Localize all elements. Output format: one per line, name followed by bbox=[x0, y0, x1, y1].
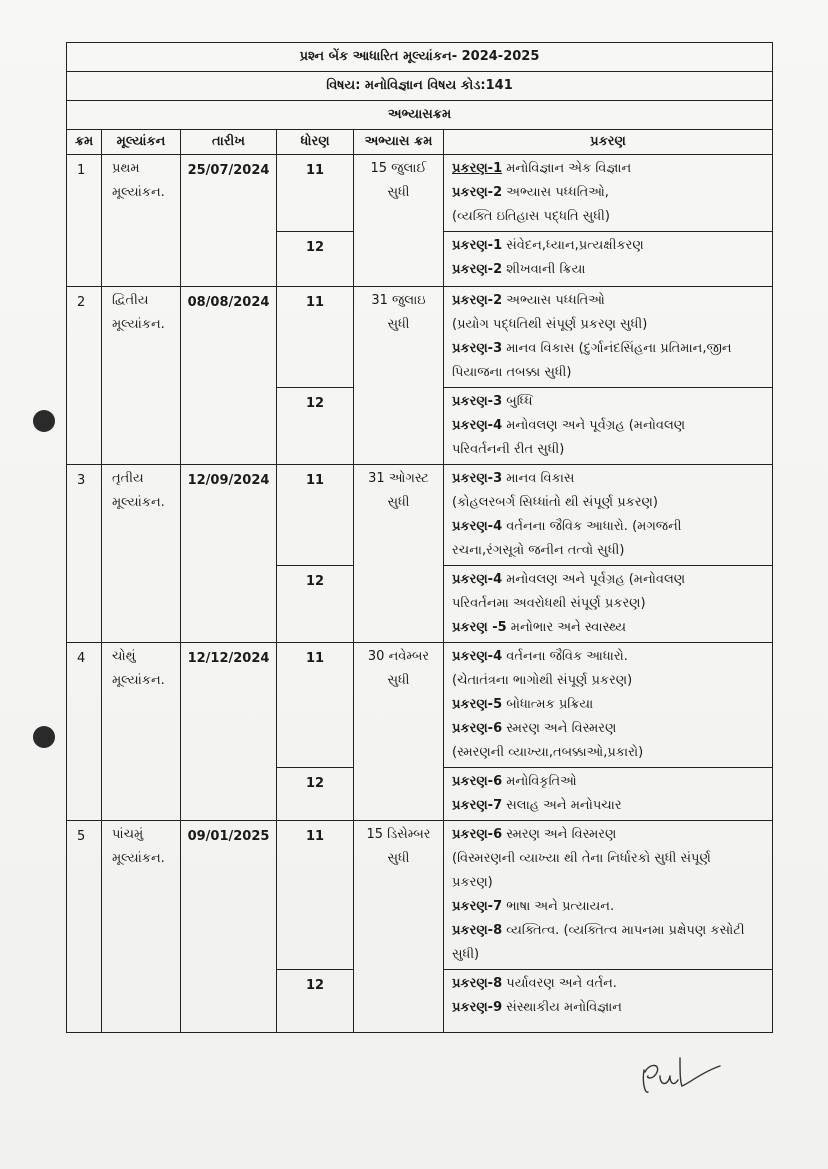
standard-11: 11 bbox=[277, 287, 354, 388]
chapter-line bbox=[452, 592, 766, 616]
evaluation-name bbox=[102, 287, 181, 465]
table-row bbox=[67, 643, 773, 768]
chapter-title: સલાહ અને મનોપચાર bbox=[502, 798, 622, 813]
table-row bbox=[67, 155, 773, 232]
chapter-title: બુધ્ધિ bbox=[502, 394, 533, 409]
syllabus-upto-text: 15 ડિસેમ્બર bbox=[366, 827, 431, 842]
document-title: પ્રશ્ન બેંક આધારિત મૂલ્યાંકન- 2024-2025 bbox=[67, 43, 773, 72]
standard-11: 11 bbox=[277, 465, 354, 566]
chapter-number: પ્રકરણ-5 bbox=[452, 697, 503, 712]
chapter-line bbox=[452, 414, 766, 438]
chapter-line bbox=[452, 741, 766, 765]
chapter-title: પ્રકરણ) bbox=[452, 875, 493, 890]
chapter-title: સુધી) bbox=[452, 947, 480, 962]
standard-12: 12 bbox=[277, 232, 354, 287]
chapter-line bbox=[452, 943, 766, 967]
chapters-std-11 bbox=[444, 155, 773, 232]
syllabus-upto-text: સુધી bbox=[387, 851, 410, 866]
chapter-line bbox=[452, 438, 766, 462]
chapter-title: મનોવિકૃતિઓ bbox=[502, 774, 577, 789]
chapter-title: (કોહલરબર્ગ સિધ્ધાંતો થી સંપૂર્ણ પ્રકરણ) bbox=[452, 495, 658, 510]
chapter-line bbox=[452, 337, 766, 361]
evaluation-text: પ્રથમ bbox=[112, 161, 140, 176]
col-syllabus-upto: અભ્યાસ ક્રમ bbox=[354, 130, 444, 155]
chapter-title: (વ્યક્તિ ઇતિહાસ પદ્ધતિ સુધી) bbox=[452, 209, 610, 224]
syllabus-upto-text: 31 ઓગસ્ટ bbox=[368, 471, 429, 486]
evaluation-text: મૂલ્યાંકન. bbox=[112, 673, 165, 688]
chapter-number: પ્રકરણ -5 bbox=[452, 620, 507, 635]
standard-12: 12 bbox=[277, 768, 354, 821]
chapter-title: બોધાત્મક પ્રક્રિયા bbox=[502, 697, 594, 712]
chapter-title: સ્મરણ અને વિસ્મરણ bbox=[502, 721, 617, 736]
chapter-number: પ્રકરણ-7 bbox=[452, 899, 503, 914]
chapter-line bbox=[452, 258, 766, 282]
chapter-title: શીખવાની ક્રિયા bbox=[502, 262, 586, 277]
chapter-number: પ્રકરણ-6 bbox=[452, 827, 503, 842]
sr-number: 3 bbox=[67, 465, 102, 643]
chapter-title: અભ્યાસ પધ્ધતિઓ, bbox=[502, 185, 609, 200]
chapter-number: પ્રકરણ-4 bbox=[452, 519, 503, 534]
syllabus-upto-text: સુધી bbox=[387, 673, 410, 688]
punch-hole bbox=[33, 726, 55, 748]
syllabus-upto-text: સુધી bbox=[387, 317, 410, 332]
chapter-title: પરિવર્તનમા અવરોધથી સંપૂર્ણ પ્રકરણ) bbox=[452, 596, 646, 611]
chapter-line bbox=[452, 669, 766, 693]
col-date: તારીખ bbox=[181, 130, 277, 155]
chapter-title: મનોવલણ અને પૂર્વગ્રહ (મનોવલણ bbox=[502, 572, 686, 587]
chapter-line bbox=[452, 693, 766, 717]
chapter-line bbox=[452, 467, 766, 491]
chapter-title: પિયાજના તબક્કા સુધી) bbox=[452, 365, 572, 380]
chapter-title: માનવ વિકાસ (દુર્ગાનંદસિંહના પ્રતિમાન,જીન bbox=[502, 341, 732, 356]
punch-hole bbox=[33, 410, 55, 432]
syllabus-upto bbox=[354, 465, 444, 643]
standard-11: 11 bbox=[277, 643, 354, 768]
chapters-std-11 bbox=[444, 643, 773, 768]
signature bbox=[636, 1050, 726, 1098]
table-row bbox=[67, 821, 773, 970]
chapter-line bbox=[452, 491, 766, 515]
evaluation-name bbox=[102, 155, 181, 287]
syllabus-upto bbox=[354, 821, 444, 1033]
chapter-number: પ્રકરણ-3 bbox=[452, 471, 503, 486]
chapters-std-12 bbox=[444, 232, 773, 287]
chapter-line bbox=[452, 289, 766, 313]
chapter-line bbox=[452, 847, 766, 871]
chapter-title: રચના,રંગસૂત્રો જનીન તત્વો સુધી) bbox=[452, 543, 625, 558]
chapter-title: સ્મરણ અને વિસ્મરણ bbox=[502, 827, 617, 842]
chapter-line bbox=[452, 157, 766, 181]
sr-number: 2 bbox=[67, 287, 102, 465]
chapter-title: સંવેદન,ધ્યાન,પ્રત્યક્ષીકરણ bbox=[502, 238, 644, 253]
syllabus-upto-text: 30 નવેમ્બર bbox=[367, 649, 430, 664]
table-row bbox=[67, 287, 773, 388]
chapter-line bbox=[452, 645, 766, 669]
chapter-title: મનોવલણ અને પૂર્વગ્રહ (મનોવલણ bbox=[502, 418, 686, 433]
chapter-number: પ્રકરણ-1 bbox=[452, 238, 503, 253]
chapter-number: પ્રકરણ-8 bbox=[452, 976, 503, 991]
chapter-line bbox=[452, 568, 766, 592]
chapter-title: સંસ્થાકીય મનોવિજ્ઞાન bbox=[502, 1000, 622, 1015]
standard-11: 11 bbox=[277, 821, 354, 970]
evaluation-text: ચોથું bbox=[112, 649, 136, 664]
chapter-line bbox=[452, 181, 766, 205]
syllabus-upto-text: 15 જુલાઈ bbox=[370, 161, 427, 176]
chapter-line bbox=[452, 972, 766, 996]
chapter-line bbox=[452, 539, 766, 563]
chapter-title: વર્તનના જૈવિક આધારો. (મગજની bbox=[502, 519, 682, 534]
sr-number: 1 bbox=[67, 155, 102, 287]
chapter-number: પ્રકરણ-4 bbox=[452, 649, 503, 664]
assessment-schedule-table bbox=[66, 42, 773, 1033]
chapter-line bbox=[452, 313, 766, 337]
syllabus-upto bbox=[354, 287, 444, 465]
chapter-line bbox=[452, 823, 766, 847]
exam-date: 09/01/2025 bbox=[181, 821, 277, 1033]
chapters-std-11 bbox=[444, 287, 773, 388]
chapter-title: (ચેતાતંત્રના ભાગોથી સંપૂર્ણ પ્રકરણ) bbox=[452, 673, 633, 688]
chapter-line bbox=[452, 919, 766, 943]
chapter-title: વર્તનના જૈવિક આધારો. bbox=[502, 649, 628, 664]
syllabus-upto-text: સુધી bbox=[387, 495, 410, 510]
chapter-title: પરિવર્તનની રીત સુધી) bbox=[452, 442, 565, 457]
chapter-number: પ્રકરણ-8 bbox=[452, 923, 503, 938]
chapters-std-12 bbox=[444, 566, 773, 643]
evaluation-text: પાંચમું bbox=[112, 827, 144, 842]
chapter-title: વ્યક્તિત્વ. (વ્યક્તિત્વ માપનમા પ્રક્ષેપણ કસોટી bbox=[502, 923, 745, 938]
syllabus-upto bbox=[354, 155, 444, 287]
chapter-title: (વિસ્મરણની વ્યાખ્યા થી તેના નિર્ધારકો સુધી સંપૂર્ણ bbox=[452, 851, 711, 866]
syllabus-upto bbox=[354, 643, 444, 821]
chapter-number: પ્રકરણ-2 bbox=[452, 293, 503, 308]
evaluation-name bbox=[102, 465, 181, 643]
chapter-number: પ્રકરણ-2 bbox=[452, 262, 503, 277]
chapter-line bbox=[452, 390, 766, 414]
standard-12: 12 bbox=[277, 566, 354, 643]
syllabus-heading: અભ્યાસક્રમ bbox=[67, 101, 773, 130]
chapter-number: પ્રકરણ-4 bbox=[452, 572, 503, 587]
chapter-title: મનોભાર અને સ્વાસ્થ્ય bbox=[506, 620, 627, 635]
subject-line: વિષય: મનોવિજ્ઞાન વિષય કોડ:141 bbox=[67, 72, 773, 101]
sr-number: 4 bbox=[67, 643, 102, 821]
evaluation-text: દ્વિતીય bbox=[112, 293, 149, 308]
syllabus-upto-text: 31 જુલાઇ bbox=[371, 293, 426, 308]
exam-date: 08/08/2024 bbox=[181, 287, 277, 465]
col-chapter: પ્રકરણ bbox=[444, 130, 773, 155]
chapter-number: પ્રકરણ-4 bbox=[452, 418, 503, 433]
chapter-line bbox=[452, 794, 766, 818]
evaluation-text: મૂલ્યાંકન. bbox=[112, 851, 165, 866]
evaluation-text: મૂલ્યાંકન. bbox=[112, 317, 165, 332]
chapter-line bbox=[452, 717, 766, 741]
exam-date: 12/12/2024 bbox=[181, 643, 277, 821]
chapter-title: મનોવિજ્ઞાન એક વિજ્ઞાન bbox=[502, 161, 632, 176]
standard-11: 11 bbox=[277, 155, 354, 232]
col-standard: ધોરણ bbox=[277, 130, 354, 155]
chapter-line bbox=[452, 895, 766, 919]
chapter-line bbox=[452, 996, 766, 1020]
chapters-std-12 bbox=[444, 970, 773, 1033]
chapter-line bbox=[452, 616, 766, 640]
chapters-std-12 bbox=[444, 768, 773, 821]
chapter-number: પ્રકરણ-7 bbox=[452, 798, 503, 813]
chapters-std-12 bbox=[444, 388, 773, 465]
standard-12: 12 bbox=[277, 970, 354, 1033]
col-sr: ક્રમ bbox=[67, 130, 102, 155]
chapter-number: પ્રકરણ-3 bbox=[452, 341, 503, 356]
col-evaluation: મૂલ્યાંકન bbox=[102, 130, 181, 155]
exam-date: 25/07/2024 bbox=[181, 155, 277, 287]
chapters-std-11 bbox=[444, 821, 773, 970]
chapter-title: પર્યાવરણ અને વર્તન. bbox=[502, 976, 617, 991]
chapter-number: પ્રકરણ-6 bbox=[452, 774, 503, 789]
chapter-line bbox=[452, 770, 766, 794]
chapter-line bbox=[452, 515, 766, 539]
table-row bbox=[67, 465, 773, 566]
chapter-title: માનવ વિકાસ bbox=[502, 471, 575, 486]
evaluation-text: મૂલ્યાંકન. bbox=[112, 495, 165, 510]
chapters-std-11 bbox=[444, 465, 773, 566]
evaluation-name bbox=[102, 821, 181, 1033]
exam-date: 12/09/2024 bbox=[181, 465, 277, 643]
column-header-row bbox=[67, 130, 773, 155]
chapter-title: (સ્મરણની વ્યાખ્યા,તબક્કાઓ,પ્રકારો) bbox=[452, 745, 644, 760]
chapter-line bbox=[452, 205, 766, 229]
chapter-line bbox=[452, 361, 766, 385]
chapter-number: પ્રકરણ-9 bbox=[452, 1000, 503, 1015]
evaluation-text: મૂલ્યાંકન. bbox=[112, 185, 165, 200]
standard-12: 12 bbox=[277, 388, 354, 465]
chapter-line bbox=[452, 234, 766, 258]
sr-number: 5 bbox=[67, 821, 102, 1033]
chapter-title: અભ્યાસ પધ્ધતિઓ bbox=[502, 293, 605, 308]
chapter-number: પ્રકરણ-6 bbox=[452, 721, 503, 736]
chapter-title: ભાષા અને પ્રત્યાયન. bbox=[502, 899, 615, 914]
evaluation-text: તૃતીય bbox=[112, 471, 144, 486]
chapter-number: પ્રકરણ-3 bbox=[452, 394, 503, 409]
chapter-number: પ્રકરણ-1 bbox=[452, 161, 503, 176]
chapter-number: પ્રકરણ-2 bbox=[452, 185, 503, 200]
syllabus-upto-text: સુધી bbox=[387, 185, 410, 200]
chapter-title: (પ્રયોગ પદ્ધતિથી સંપૂર્ણ પ્રકરણ સુધી) bbox=[452, 317, 648, 332]
chapter-line bbox=[452, 871, 766, 895]
evaluation-name bbox=[102, 643, 181, 821]
